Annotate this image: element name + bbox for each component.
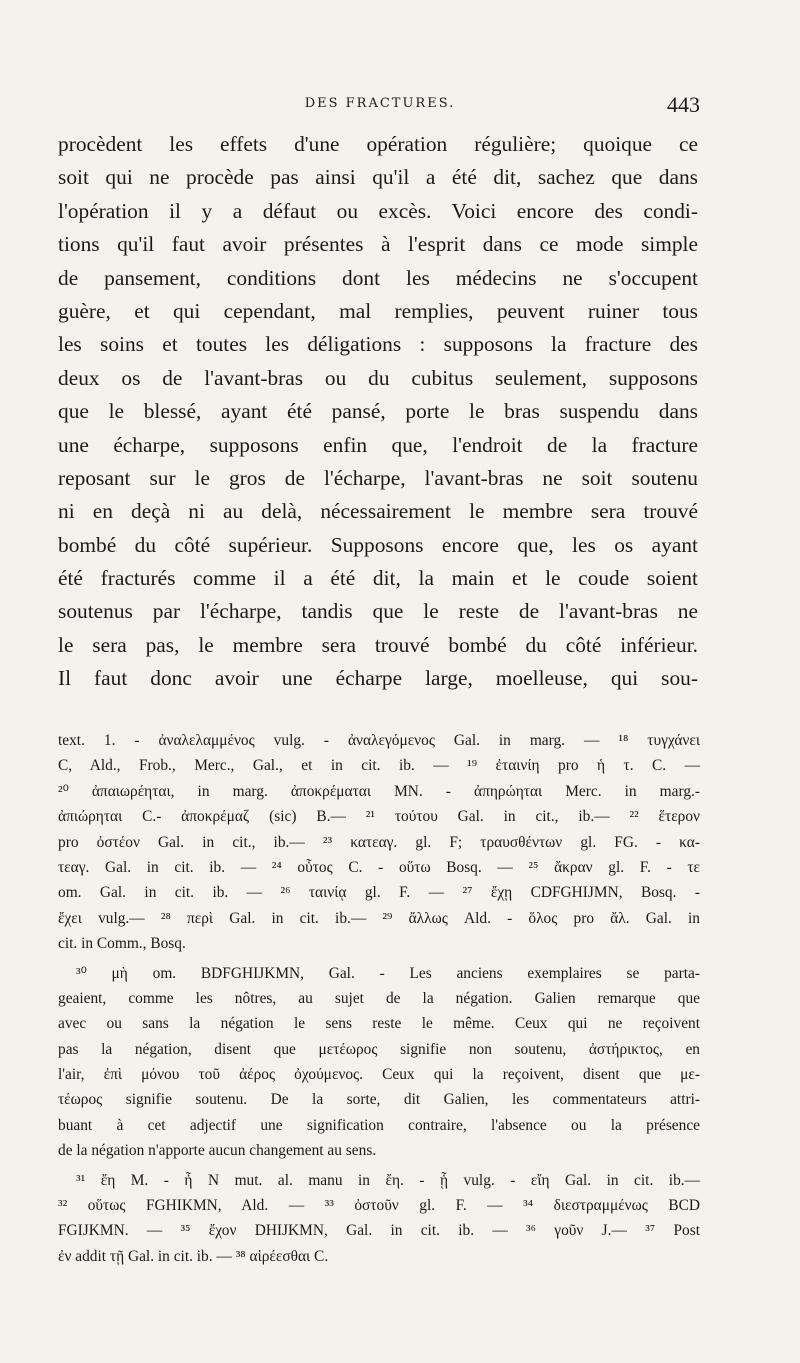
footnote-line: avec ou sans la négation le sens reste le même. Ceux qui ne reçoivent <box>58 1015 700 1033</box>
text-line: soit qui ne procède pas ainsi qu'il a été dit, sachez que dans <box>58 165 698 190</box>
text-line: ni en deçà ni au delà, nécessairement le membre sera trouvé <box>58 499 698 524</box>
running-title: DES FRACTURES. <box>304 96 456 111</box>
footnote-line: ³⁰ μὴ om. BDFGHIJKMN, Gal. - Les anciens exemplaires se parta- <box>76 964 700 982</box>
footnote-line: τέωρος signifie soutenu. De la sorte, dit Galien, les commentateurs attri- <box>58 1091 700 1109</box>
text-line: été fracturés comme il a été dit, la main et le coude soient <box>58 566 698 591</box>
main-text <box>58 128 698 696</box>
footnote-line: cit. in Comm., Bosq. <box>58 935 186 953</box>
footnote-line: pro ὀστέον Gal. in cit., ib.— ²³ κατεαγ. gl. F; τραυσθέντων gl. FG. - κα- <box>58 833 700 851</box>
footnote-line: ³² οὕτως FGHIKMN, Ald. — ³³ ὀστοῦν gl. F. — ³⁴ διεστραμμένως BCD <box>58 1197 700 1215</box>
footnote-line: buant à cet adjectif une signification contraire, l'absence ou la présence <box>58 1116 700 1134</box>
text-line: les soins et toutes les déligations : supposons la fracture des <box>58 332 698 357</box>
footnote-line: ³¹ ἔη M. - ἦ N mut. al. manu in ἔη. - ᾗ vulg. - εἴη Gal. in cit. ib.— <box>76 1171 700 1189</box>
text-line: tions qu'il faut avoir présentes à l'esprit dans ce mode simple <box>58 232 698 257</box>
footnote-line: pas la négation, disent que μετέωρος signifie non soutenu, ἀστήρικτος, en <box>58 1040 700 1058</box>
text-line: reposant sur le gros de l'écharpe, l'avant-bras ne soit soutenu <box>58 465 698 490</box>
text-line: de pansement, conditions dont les médecins ne s'occupent <box>58 265 698 290</box>
footnote-line: ἀπιώρηται C.- ἀποκρέμαζ (sic) B.— ²¹ τούτου Gal. in cit., ib.— ²² ἕτερον <box>58 808 700 826</box>
page-number: 443 <box>667 92 700 117</box>
text-line: une écharpe, supposons enfin que, l'endroit de la fracture <box>58 432 698 457</box>
footnote-line: de la négation n'apporte aucun changement au sens. <box>58 1142 377 1160</box>
footnote-line: ἔχει vulg.— ²⁸ περὶ Gal. in cit. ib.— ²⁹ ἄλλως Ald. - ὅλος pro ἄλ. Gal. in <box>58 909 700 927</box>
footnote-line: ²⁰ ἀπαιωρέηται, in marg. ἀποκρέμαται MN. - ἀπηρώηται Merc. in marg.- <box>58 782 700 800</box>
text-line: guère, et qui cependant, mal remplies, peuvent ruiner tous <box>58 298 698 323</box>
text-line: soutenus par l'écharpe, tandis que le reste de l'avant-bras ne <box>58 599 698 624</box>
footnote-line: text. 1. - ἀναλελαμμένος vulg. - ἀναλεγόμενος Gal. in marg. — ¹⁸ τυγχάνει <box>58 732 700 749</box>
footnote-line: C, Ald., Frob., Merc., Gal., et in cit. ib. — ¹⁹ ἐταινίη pro ἡ τ. C. — <box>58 757 700 775</box>
text-line: bombé du côté supérieur. Supposons encore que, les os ayant <box>58 532 698 557</box>
text-line: Il faut donc avoir une écharpe large, moelleuse, qui sou- <box>58 666 698 691</box>
footnote-line: om. Gal. in cit. ib. — ²⁶ ταινίᾳ gl. F. — ²⁷ ἔχῃ CDFGHIJMN, Bosq. - <box>58 884 700 902</box>
footnote-line: τεαγ. Gal. in cit. ib. — ²⁴ οὗτος C. - οὕτω Bosq. — ²⁵ ἄκραν gl. F. - τε <box>58 858 700 876</box>
footnotes <box>58 728 700 1269</box>
footnote-line: geaient, comme les nôtres, au sujet de la négation. Galien remarque que <box>58 989 700 1007</box>
footnote-line: ἐν addit τῇ Gal. in cit. ib. — ³⁸ αἱρέεσθαι C. <box>58 1247 329 1265</box>
footnote-line: FGIJKMN. — ³⁵ ἔχον DHIJKMN, Gal. in cit. ib. — ³⁶ γοῦν J.— ³⁷ Post <box>58 1222 700 1240</box>
text-line: procèdent les effets d'une opération régulière; quoique ce <box>58 132 698 156</box>
text-line: que le blessé, ayant été pansé, porte le bras suspendu dans <box>58 399 698 424</box>
running-head <box>60 92 700 126</box>
footnote-line: l'air, ἐπὶ μόνου τοῦ ἀέρος ὀχούμενος. Ceux qui la reçoivent, disent que με- <box>58 1066 700 1084</box>
text-line: l'opération il y a défaut ou excès. Voici encore des condi- <box>58 198 698 223</box>
text-line: deux os de l'avant-bras ou du cubitus seulement, supposons <box>58 365 698 390</box>
text-line: le sera pas, le membre sera trouvé bombé du côté inférieur. <box>58 632 698 657</box>
